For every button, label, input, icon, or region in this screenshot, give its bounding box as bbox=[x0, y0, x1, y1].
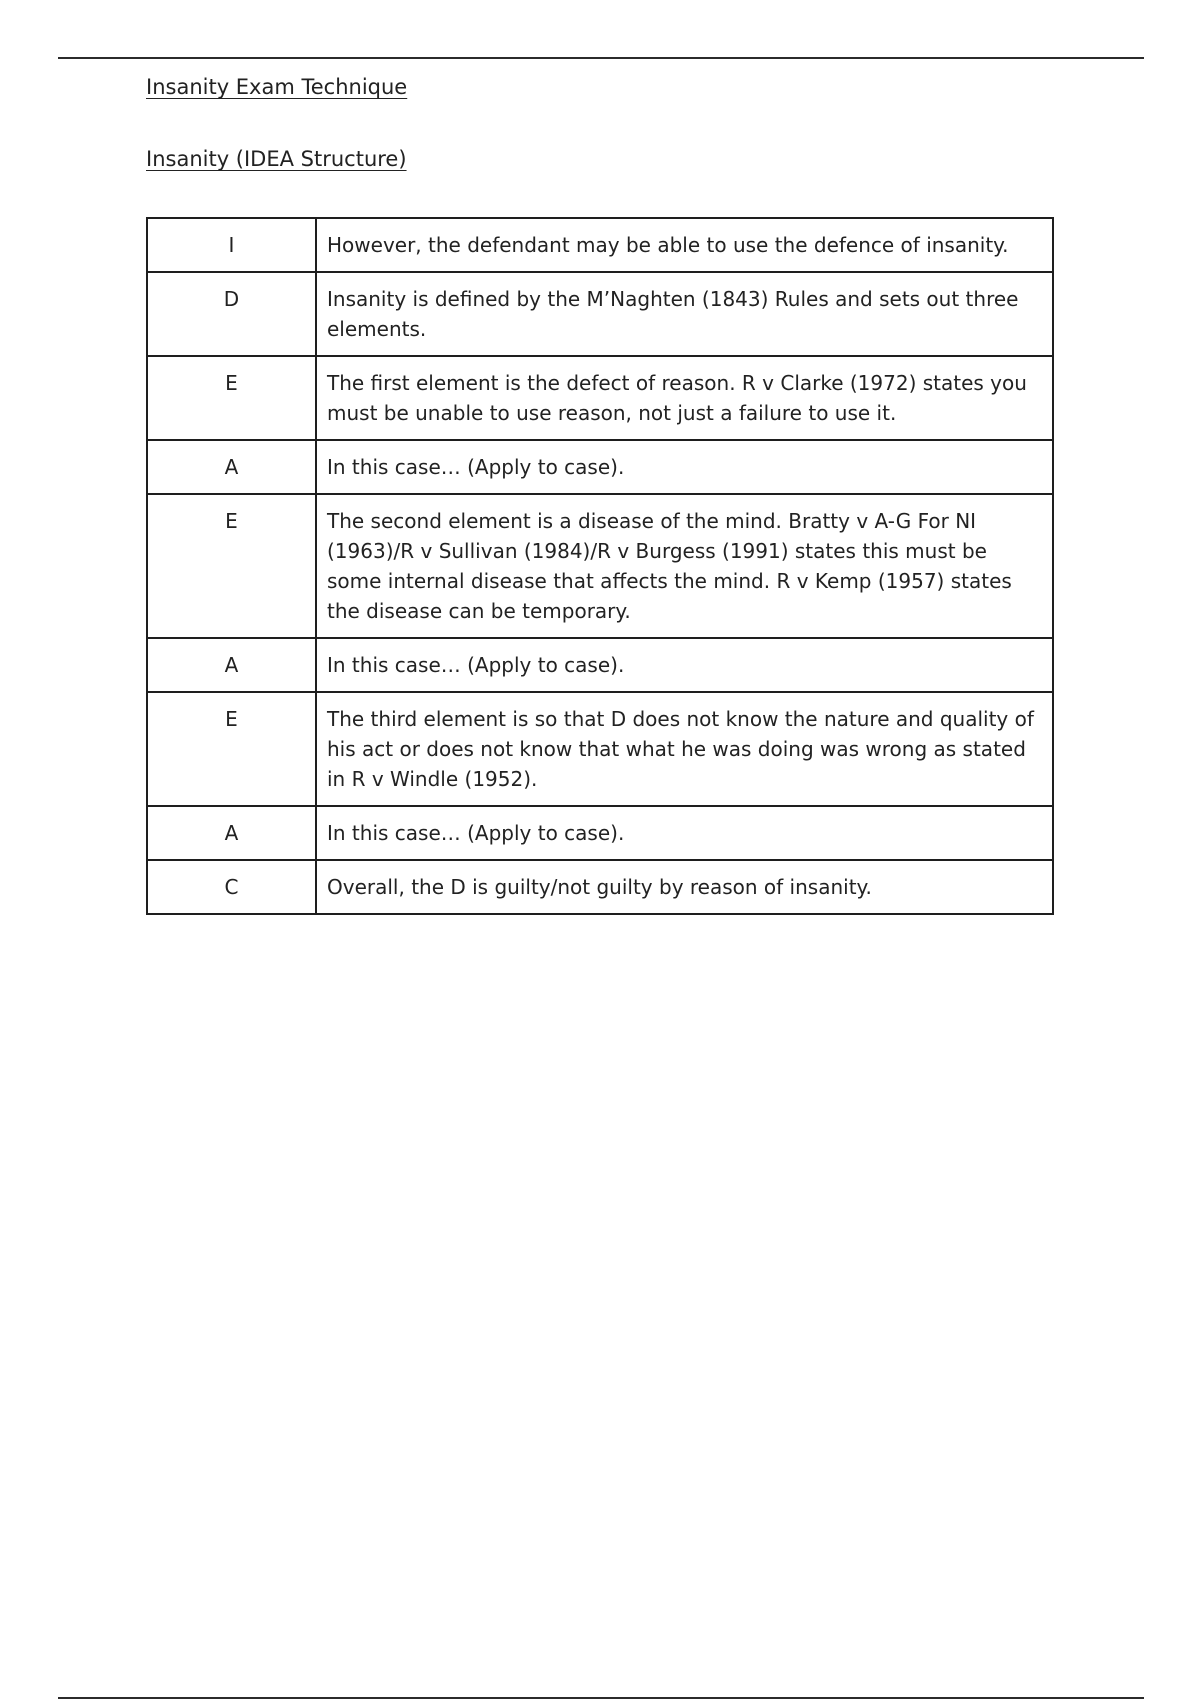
footer-rule bbox=[58, 1697, 1144, 1699]
row-text: However, the defendant may be able to use the defence of insanity. bbox=[316, 218, 1053, 272]
header-rule bbox=[58, 57, 1144, 59]
row-letter: A bbox=[147, 638, 316, 692]
document-title: Insanity Exam Technique bbox=[146, 75, 408, 99]
row-text: Insanity is defined by the M’Naghten (1843) Rules and sets out three elements. bbox=[316, 272, 1053, 356]
row-letter: A bbox=[147, 440, 316, 494]
row-text: In this case… (Apply to case). bbox=[316, 638, 1053, 692]
table-row bbox=[147, 494, 1053, 638]
table-row bbox=[147, 638, 1053, 692]
table-row bbox=[147, 806, 1053, 860]
row-text: Overall, the D is guilty/not guilty by reason of insanity. bbox=[316, 860, 1053, 914]
row-letter: A bbox=[147, 806, 316, 860]
row-letter: E bbox=[147, 692, 316, 806]
table-row bbox=[147, 692, 1053, 806]
row-text: In this case… (Apply to case). bbox=[316, 440, 1053, 494]
table-row bbox=[147, 218, 1053, 272]
table-row bbox=[147, 440, 1053, 494]
row-letter: C bbox=[147, 860, 316, 914]
table-row bbox=[147, 356, 1053, 440]
row-text: The second element is a disease of the mind. Bratty v A-G For NI (1963)/R v Sullivan (1984)/R v Burgess (1991) states this must be some internal disease that affects the mind. R v Kemp (1957) states the disease can be temporary. bbox=[316, 494, 1053, 638]
idea-structure-table bbox=[146, 217, 1054, 915]
table-row bbox=[147, 860, 1053, 914]
row-letter: I bbox=[147, 218, 316, 272]
row-letter: E bbox=[147, 356, 316, 440]
row-letter: E bbox=[147, 494, 316, 638]
table-row bbox=[147, 272, 1053, 356]
document-subtitle: Insanity (IDEA Structure) bbox=[146, 147, 407, 171]
row-text: In this case… (Apply to case). bbox=[316, 806, 1053, 860]
row-text: The third element is so that D does not know the nature and quality of his act or does not know that what he was doing was wrong as stated in R v Windle (1952). bbox=[316, 692, 1053, 806]
row-letter: D bbox=[147, 272, 316, 356]
row-text: The first element is the defect of reason. R v Clarke (1972) states you must be unable to use reason, not just a failure to use it. bbox=[316, 356, 1053, 440]
